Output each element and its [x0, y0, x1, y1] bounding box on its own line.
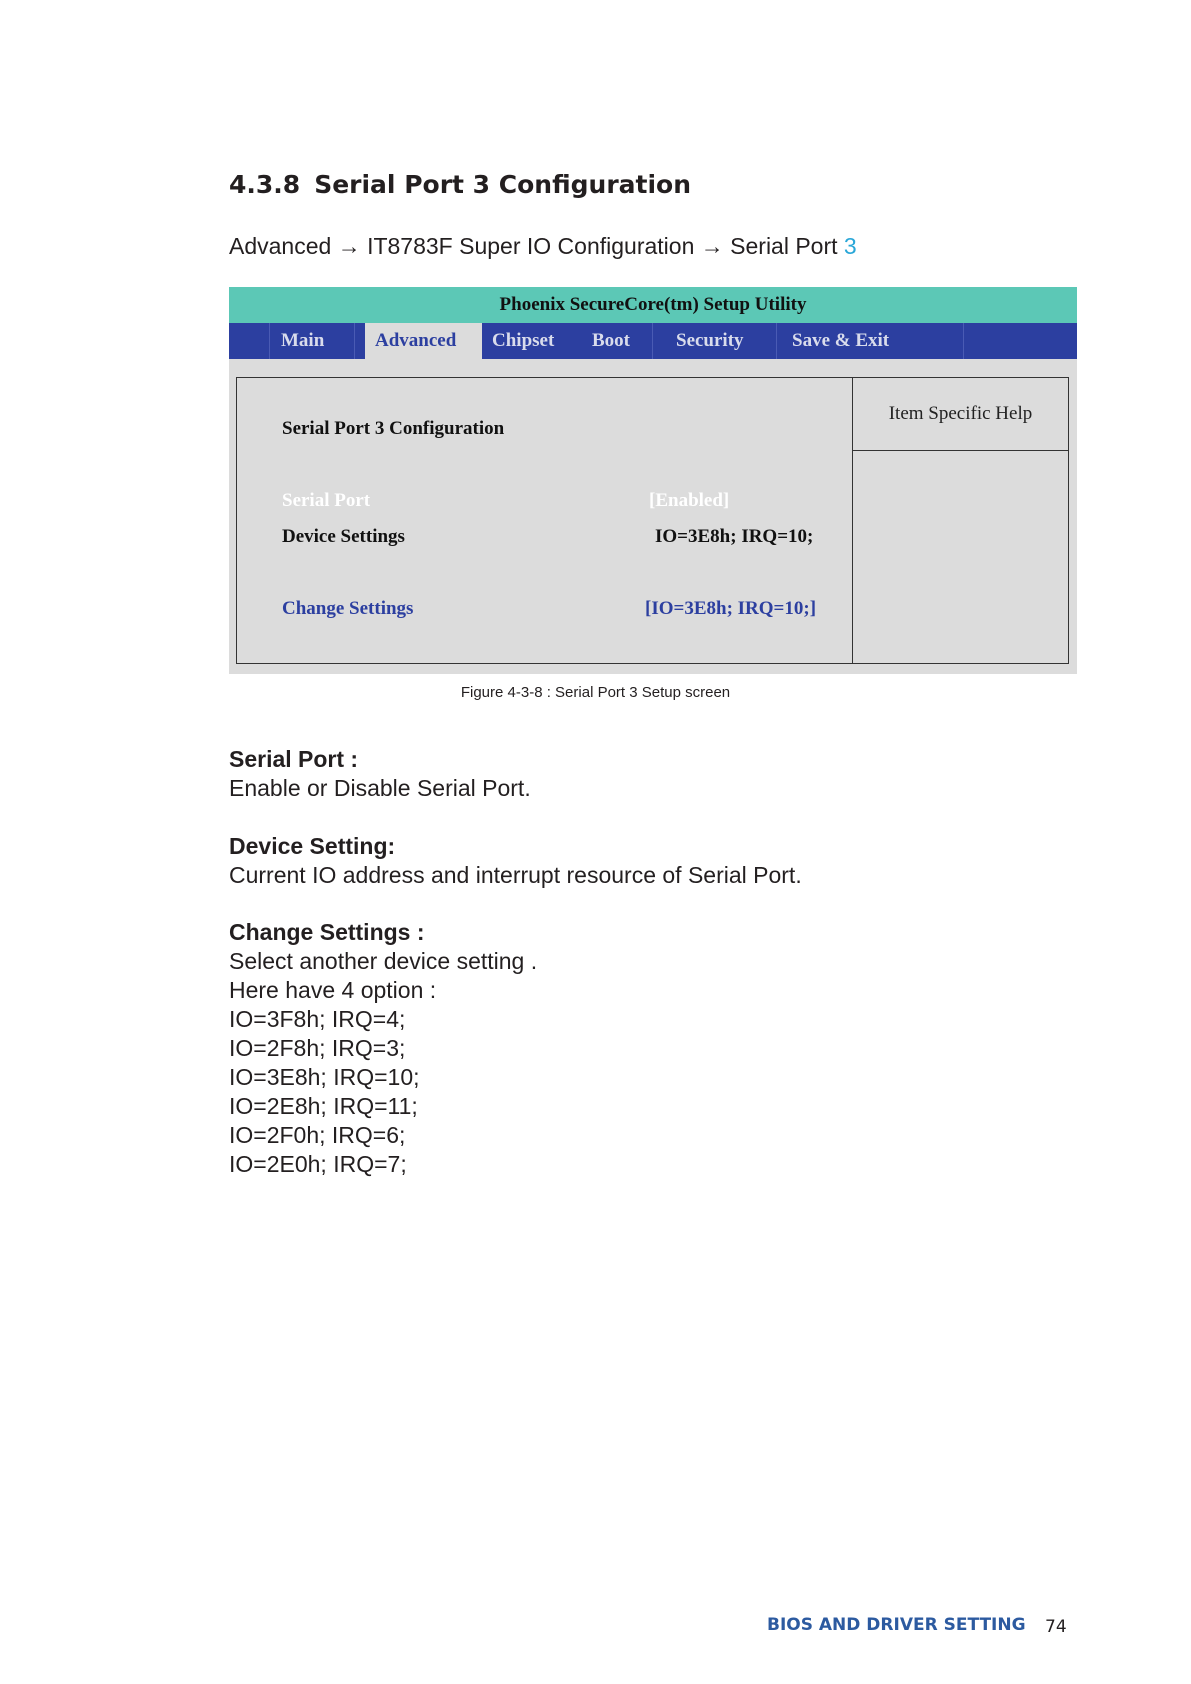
option-line: IO=2F8h; IRQ=3; — [229, 1035, 406, 1061]
bios-setup-screen — [229, 287, 1077, 674]
serial-port-description — [229, 745, 531, 803]
description-line: Select another device setting . — [229, 948, 538, 974]
option-line: IO=2F0h; IRQ=6; — [229, 1122, 406, 1148]
breadcrumb-highlight: 3 — [843, 233, 857, 259]
figure-caption: Figure 4-3-8 : Serial Port 3 Setup screen — [460, 684, 731, 701]
menu-separator — [269, 323, 270, 359]
breadcrumb-path: Advanced → IT8783F Super IO Configuration → Serial Port — [229, 233, 838, 259]
option-line: IO=3E8h; IRQ=10; — [229, 1064, 420, 1090]
heading-number: 4.3.8 — [229, 170, 301, 199]
device-settings-label: Device Settings — [282, 526, 405, 547]
breadcrumb — [229, 233, 857, 260]
option-line: IO=3F8h; IRQ=4; — [229, 1006, 406, 1032]
footer-title: BIOS AND DRIVER SETTING — [767, 1615, 1026, 1635]
tab-advanced[interactable]: Advanced — [365, 323, 482, 359]
serial-port-label[interactable]: Serial Port — [282, 490, 371, 511]
menu-separator — [963, 323, 964, 359]
menu-separator — [354, 323, 355, 359]
tab-boot[interactable]: Boot — [592, 330, 630, 351]
description-line: Here have 4 option : — [229, 977, 437, 1003]
help-title: Item Specific Help — [853, 378, 1068, 451]
change-settings-value[interactable]: [IO=3E8h; IRQ=10;] — [645, 598, 817, 619]
page-heading — [229, 170, 691, 199]
description-line: Enable or Disable Serial Port. — [229, 775, 531, 801]
description-label: Serial Port : — [229, 746, 359, 772]
serial-port-value[interactable]: [Enabled] — [649, 490, 730, 511]
bios-menubar — [229, 323, 1077, 359]
option-line: IO=2E8h; IRQ=11; — [229, 1093, 418, 1119]
description-line: Current IO address and interrupt resource of Serial Port. — [229, 862, 802, 888]
menu-separator — [652, 323, 653, 359]
device-settings-value: IO=3E8h; IRQ=10; — [655, 526, 814, 547]
help-panel — [852, 377, 1069, 664]
tab-chipset[interactable]: Chipset — [492, 330, 555, 351]
description-label: Device Setting: — [229, 833, 396, 859]
section-title: Serial Port 3 Configuration — [282, 418, 505, 439]
tab-main[interactable]: Main — [281, 330, 325, 351]
menu-separator — [776, 323, 777, 359]
tab-security[interactable]: Security — [676, 330, 744, 351]
heading-title: Serial Port 3 Configuration — [314, 170, 692, 199]
change-settings-description — [229, 918, 537, 1179]
tab-save-exit[interactable]: Save & Exit — [792, 330, 890, 351]
settings-panel — [236, 377, 852, 664]
bios-title: Phoenix SecureCore(tm) Setup Utility — [229, 287, 1077, 323]
device-setting-description — [229, 832, 802, 890]
change-settings-label[interactable]: Change Settings — [282, 598, 414, 619]
option-line: IO=2E0h; IRQ=7; — [229, 1151, 407, 1177]
page-number: 74 — [1045, 1617, 1067, 1637]
description-label: Change Settings : — [229, 919, 425, 945]
